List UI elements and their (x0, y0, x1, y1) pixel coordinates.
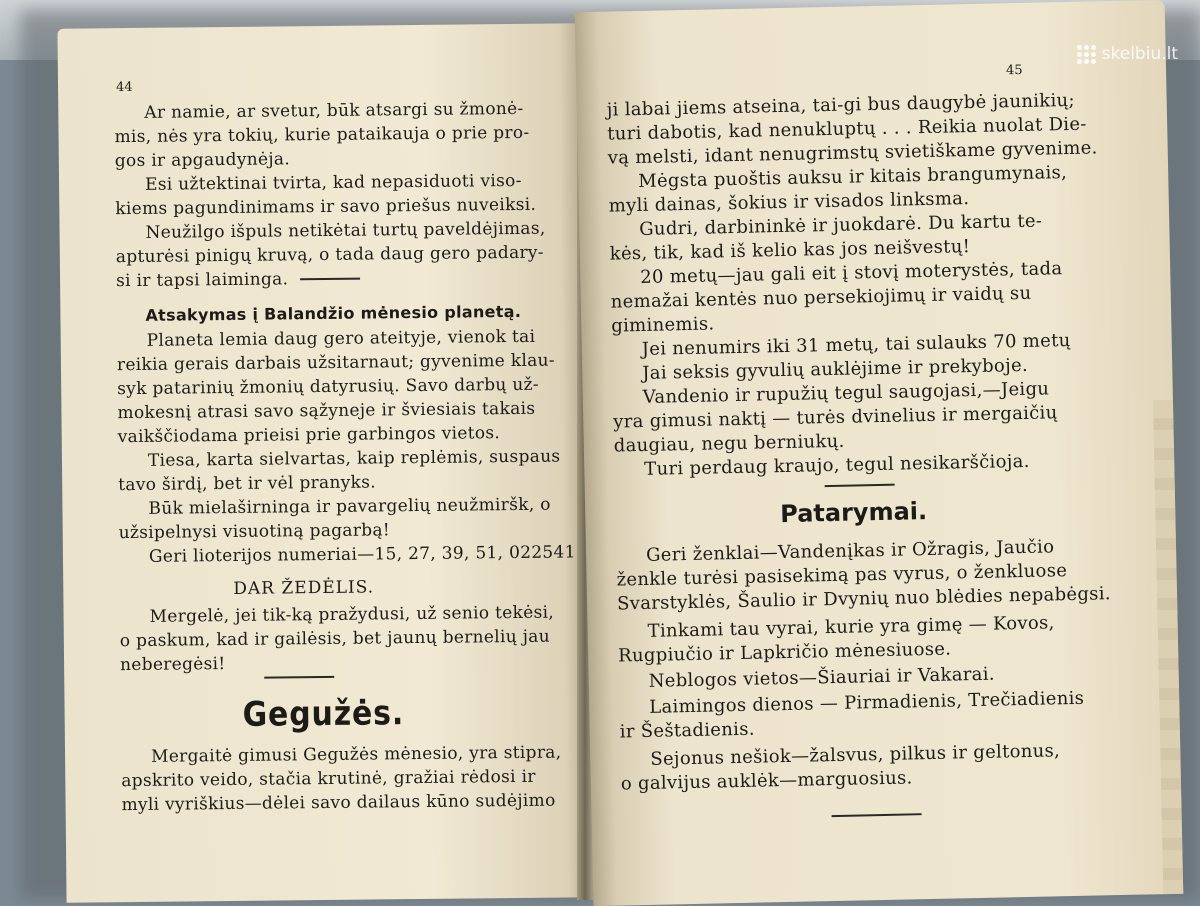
section-heading: Atsakymas į Balandžio mėnesio planetą. (145, 301, 522, 325)
text-line: Rugpiučio ir Lapkričio mėnesiuose. (617, 638, 952, 667)
text-line: apturėsi pinigų kruvą, o tada daug gero padary- (115, 242, 544, 268)
text-line: Jei nenumirs iki 31 metų, tai sulauks 70 metų (641, 329, 1071, 360)
chapter-title: Gegužės. (242, 693, 405, 735)
section-divider (832, 813, 922, 816)
text-line: 20 metų—jau gali eit į stovį moterystės, tada (640, 258, 1063, 288)
text-line: Jai seksis gyvulių auklėjime ir prekyboje. (642, 354, 1029, 384)
text-line: mokesnį atrasi savo sąžyneje ir šviesiais takais (117, 398, 536, 424)
text-line: ji labai jiems atseina, tai-gi bus daugybė jaunikių; (606, 89, 1076, 121)
section-divider (300, 278, 360, 280)
subheading-dar-zedelis: DAR ŽEDĖLIS. (233, 577, 375, 599)
text-line: Svarstyklės, Šaulio ir Dvynių nuo blėdies nepabėgsi. (616, 583, 1112, 615)
text-line: kiems pagundinimams ir savo priešus nuveiksi. (115, 194, 537, 220)
text-line: Geri ženklai—Vandenįkas ir Ožragis, Jaučio (645, 536, 1055, 566)
text-line: syk patarinių žmonių datyrusių. Savo darbų už- (117, 374, 539, 400)
text-line: tavo širdį, bet ir vėl pranyks. (118, 472, 377, 496)
section-title-patarymai: Patarymai. (779, 497, 928, 529)
text-line: Ar namie, ar svetur, būk atsargi su žmonė- (144, 98, 524, 123)
text-line: Neblogos vietos—Šiauriai ir Vakarai. (648, 663, 996, 692)
text-line: ženkle turėsi pasisekimą pas vyrus, o ženkluose (616, 560, 1068, 591)
left-page-number: 44 (115, 79, 133, 96)
text-line: ir Šeštadienis. (619, 718, 755, 743)
text-line: gos ir apgaudynėja. (114, 149, 291, 172)
text-line: Mergelė, jei tik-ką pražydusi, už senio tekėsi, (149, 602, 555, 627)
text-line: Vandenio ir rupužių tegul saugojasi,—Jeigu (642, 378, 1050, 408)
text-line: nemažai kentės nuo persekiojimų ir vaidų su (610, 282, 1032, 313)
text-line: Mėgsta puoštis auksu ir kitais brangumynais, (638, 162, 1068, 192)
text-line: neberegėsi! (120, 654, 226, 676)
text-line: Sejonus nešiok—žalsvus, pilkus ir geltonus, (650, 740, 1061, 770)
text-line: Neužilgo išpuls netikėtai turtų paveldėjimas, (145, 218, 546, 243)
text-line: užsipelnysi visuotiną pagarbą! (118, 520, 391, 544)
right-page-number: 45 (1005, 62, 1023, 79)
text-line: Geri lioterijos numeriai—15, 27, 39, 51, 022541 (148, 542, 576, 567)
text-line: si ir tapsi laiminga. (115, 269, 289, 292)
text-line: myli dainas, šokius ir visados linksma. (608, 188, 970, 217)
text-line: apskrito veido, stačia krutinė, gražiai rėdosi ir (121, 766, 536, 792)
text-line: daugiau, negu berniukų. (613, 430, 845, 457)
text-line: vaikščiodama prieisi prie garbingos vietos. (117, 423, 501, 448)
right-page (575, 0, 1184, 906)
text-line: Mergaitė gimusi Gegužės mėnesio, yra stipra, (150, 742, 562, 767)
text-line: Turi perdaug kraujo, tegul nesikarščioja. (644, 450, 1030, 480)
text-line: reikia gerais darbais užsitarnaut; gyvenime klau- (116, 350, 555, 376)
text-line: mis, nės yra tokių, kurie pataikauja o prie pro- (114, 122, 530, 148)
section-divider (264, 676, 334, 678)
text-line: kės, tik, kad iš kelio kas jos neišvestų! (609, 236, 971, 265)
text-line: giminemis. (611, 313, 715, 337)
text-line: turi dabotis, kad nenukluptų . . . Reikia nuolat Die- (607, 113, 1087, 145)
left-page (57, 23, 588, 902)
watermark-text: skelbiu.lt (1101, 44, 1178, 64)
text-line: Gudri, darbininkė ir juokdarė. Du kartu te- (639, 210, 1043, 240)
dots-logo-icon (1077, 45, 1096, 64)
text-line: Laimingos dienos — Pirmadienis, Trečiadienis (649, 687, 1085, 718)
text-line: o paskum, kad ir gailėsis, bet jaunų bernelių jau (119, 626, 551, 652)
text-line: Tinkami tau vyrai, kurie yra gimę — Kovos, (647, 612, 1055, 642)
text-line: Planeta lemia daug gero ateityje, vienok tai (146, 326, 536, 351)
text-line: Tiesa, karta sielvartas, kaip replėmis, suspaus (147, 446, 561, 471)
text-line: vą melsti, idant nenugrimstų svietiškame gyvenime. (607, 137, 1098, 169)
text-line: myli vyriškius—dėlei savo dailaus kūno sudėjimo (121, 790, 556, 816)
text-line: yra gimusi naktį — turės dvinelius ir mergaičių (613, 402, 1058, 433)
section-divider (825, 484, 895, 487)
text-line: o galvijus auklėk—marguosius. (620, 767, 913, 795)
text-line: Būk mielaširninga ir pavargelių neužmiršk, o (148, 494, 551, 519)
text-line: Esi užtektinai tvirta, kad nepasiduoti viso- (144, 170, 522, 195)
site-watermark (1077, 44, 1178, 64)
